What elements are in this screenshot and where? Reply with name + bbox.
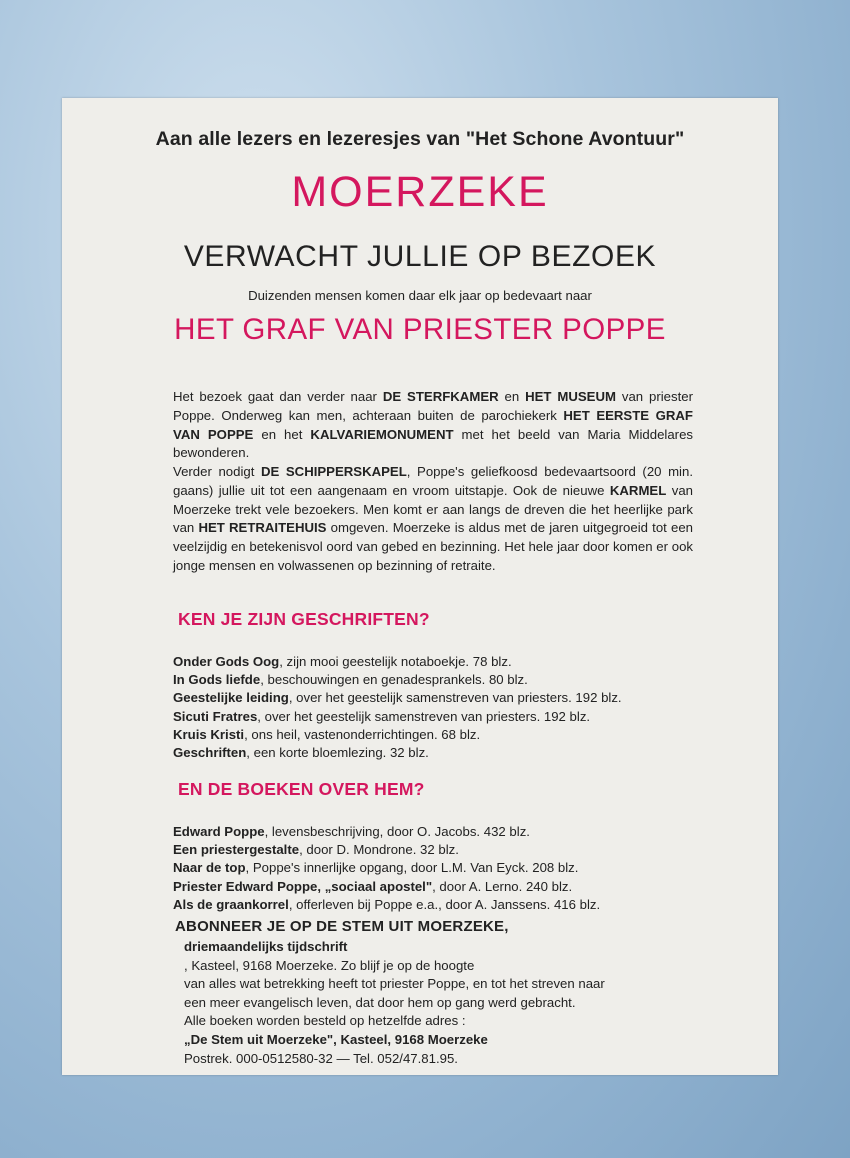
list-item: Naar de top, Poppe's innerlijke opgang, door L.M. Van Eyck. 208 blz.	[173, 860, 579, 876]
contact-line: Postrek. 000-0512580-32 — Tel. 052/47.81.95.	[184, 1050, 458, 1066]
list-item: Geestelijke leiding, over het geestelijk samenstreven van priesters. 192 blz.	[173, 690, 622, 706]
list-item: Priester Edward Poppe, „sociaal apostel", door A. Lerno. 240 blz.	[173, 878, 573, 894]
subscribe-heading: ABONNEER JE OP DE STEM UIT MOERZEKE,	[175, 918, 509, 935]
notice-sheet	[62, 98, 778, 1075]
subscribe-line: van alles wat betrekking heeft tot priester Poppe, en tot het streven naar	[184, 976, 605, 992]
pilgrimage-subline: Duizenden mensen komen daar elk jaar op bedevaart naar	[248, 288, 592, 303]
subscribe-block	[184, 938, 684, 1068]
expect-heading: VERWACHT JULLIE OP BEZOEK	[183, 240, 657, 273]
writings-heading: KEN JE ZIJN GESCHRIFTEN?	[178, 609, 430, 629]
town-title: MOERZEKE	[291, 168, 549, 216]
list-item: Onder Gods Oog, zijn mooi geestelijk notaboekje. 78 blz.	[173, 654, 512, 669]
visit-paragraph: Het bezoek gaat dan verder naar DE STERFKAMER en HET MUSEUM van priester Poppe. Onderweg kan men, achteraan buiten de parochiekerk HET EERSTE GRAF VAN POPPE en het KALVARIEMONUMENT met het beeld van Maria Middelares bewonderen.	[173, 389, 694, 461]
list-item: Geschriften, een korte bloemlezing. 32 blz.	[173, 745, 429, 761]
list-item: Een priestergestalte, door D. Mondrone. 32 blz.	[173, 842, 459, 858]
address-line: „De Stem uit Moerzeke", Kasteel, 9168 Moerzeke	[184, 1031, 488, 1047]
list-item: Edward Poppe, levensbeschrijving, door O. Jacobs. 432 blz.	[173, 824, 530, 839]
list-item: Als de graankorrel, offerleven bij Poppe e.a., door A. Janssens. 416 blz.	[173, 896, 601, 912]
subscribe-line: een meer evangelisch leven, dat door hem op gang werd gebracht.	[184, 994, 576, 1010]
books-heading: EN DE BOEKEN OVER HEM?	[178, 779, 425, 799]
subscribe-line: driemaandelijks tijdschrift , Kasteel, 9168 Moerzeke. Zo blijf je op de hoogte	[184, 939, 475, 973]
order-line: Alle boeken worden besteld op hetzelfde adres :	[184, 1013, 466, 1029]
grave-heading: HET GRAF VAN PRIESTER POPPE	[174, 313, 666, 346]
books-list	[173, 823, 713, 914]
list-item: Kruis Kristi, ons heil, vastenonderrichtingen. 68 blz.	[173, 726, 481, 742]
writings-list	[173, 653, 713, 762]
chapel-paragraph: Verder nodigt DE SCHIPPERSKAPEL, Poppe's geliefkoosd bedevaartsoord (20 min. gaans) jullie uit tot een aangenaam en vroom uitstapje. Ook de nieuwe KARMEL van Moerzeke trekt vele bezoekers. Men komt er aan langs de dreven die het heerlijke park van HET RETRAITEHUIS omgeven. Moerzeke is aldus met de jaren uitgegroeid tot een veelzijdig en betekenisvol oord van gebed en bezinning. Het hele jaar door komen er ook jonge mensen en volwassenen op bezinning of retraite.	[173, 464, 693, 573]
intro-line: Aan alle lezers en lezeresjes van "Het Schone Avontuur"	[155, 128, 685, 150]
list-item: Sicuti Fratres, over het geestelijk samenstreven van priesters. 192 blz.	[173, 708, 591, 724]
list-item: In Gods liefde, beschouwingen en genadesprankels. 80 blz.	[173, 672, 528, 688]
